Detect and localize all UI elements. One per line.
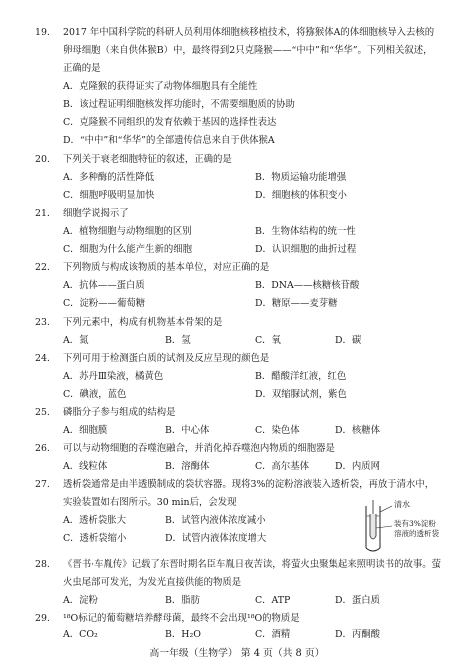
option-b: B．氢 <box>165 335 191 346</box>
option-b: B．醋酸洋红液，红色 <box>255 371 347 382</box>
option-b: B．溶酶体 <box>165 461 210 472</box>
question-number: 29. <box>35 613 50 624</box>
option-d: D．丙酮酸 <box>335 629 381 640</box>
question-stem: 《晋书·车胤传》记载了东晋时期名臣车胤日夜苦读，将萤火虫聚集起来照明读书的故事。萤 <box>63 559 441 570</box>
question-stem: 实验装置如右图所示。30 min后，会发现 <box>63 497 237 508</box>
option-a: A．氮 <box>63 335 89 346</box>
option-d: D．糖原——麦芽糖 <box>255 298 338 309</box>
question-number: 24. <box>35 353 50 364</box>
option-c: C．碘液，蓝色 <box>63 389 127 400</box>
question-stem: 可以与动物细胞的吞噬泡融合，并消化掉吞噬泡内物质的细胞器是 <box>63 443 335 454</box>
question-stem: 2017 年中国科学院的科研人员利用体细胞核移植技术，将猕猴体A的体细胞核导入去核的 <box>63 27 435 38</box>
option-c: C．细胞呼吸明显加快 <box>63 190 155 201</box>
question-stem: 下列关于衰老细胞特征的叙述，正确的是 <box>63 154 232 165</box>
question-stem: 下列元素中，构成有机物基本骨架的是 <box>63 317 223 328</box>
option-d: D．“中中”和“华华”的全部遗传信息来自于供体猴A <box>63 135 275 146</box>
option-c: C．透析袋缩小 <box>63 533 127 544</box>
question-stem: 透析袋通常是由半透膜制成的袋状容器。现将3%的淀粉溶液装入透析袋，再放于清水中， <box>63 479 435 490</box>
question-stem: 磷脂分子参与组成的结构是 <box>63 407 176 418</box>
question-number: 21. <box>35 208 50 219</box>
option-a: A．多种酶的活性降低 <box>63 172 155 183</box>
option-a: A．透析袋胀大 <box>63 515 127 526</box>
option-b: B．该过程证明细胞核发挥功能时，不需要细胞质的协助 <box>63 99 295 110</box>
question-number: 27. <box>35 479 50 490</box>
label-water: 清水 <box>394 500 410 509</box>
option-b: B．生物体结构的统一性 <box>255 226 356 237</box>
option-c: C．ATP <box>255 595 291 606</box>
option-d: D．双缩脲试剂，紫色 <box>255 389 347 400</box>
option-a: A．植物细胞与动物细胞的区别 <box>63 226 192 237</box>
question-stem: 下列物质与构成该物质的基本单位，对应正确的是 <box>63 262 270 273</box>
option-b: B．物质运输功能增强 <box>255 172 347 183</box>
option-a: A．克隆猴的获得证实了动物体细胞具有全能性 <box>63 81 258 92</box>
dialysis-figure <box>352 492 452 554</box>
question-number: 22. <box>35 262 50 273</box>
question-number: 23. <box>35 317 50 328</box>
question-number: 20. <box>35 154 50 165</box>
option-d: D．内质网 <box>335 461 381 472</box>
option-b: B．试管内液体浓度减小 <box>165 515 266 526</box>
question-number: 26. <box>35 443 50 454</box>
question-stem: 细胞学说揭示了 <box>63 208 129 219</box>
option-d: D．蛋白质 <box>335 595 381 606</box>
option-d: D．认识细胞的曲折过程 <box>255 244 357 255</box>
option-c: C．克隆猴不同组织的发育依赖于基因的选择性表达 <box>63 117 277 128</box>
option-b: B．脂肪 <box>165 595 201 606</box>
option-c: C．淀粉——葡萄糖 <box>63 298 146 309</box>
option-a: A．线粒体 <box>63 461 108 472</box>
option-c: C．氧 <box>255 335 281 346</box>
question-number: 28. <box>35 559 50 570</box>
option-d: D．试管内液体浓度增大 <box>165 533 267 544</box>
option-a: A．淀粉 <box>63 595 98 606</box>
page-footer: 高一年级（生物学） 第 4 页（共 8 页） <box>149 648 325 659</box>
label-bag-line2: 溶液的透析袋 <box>394 529 439 538</box>
question-stem: 卵母细胞（来自供体猴B）中，最终得到2只克隆猴——“中中”和“华华”。下列相关叙述， <box>63 45 433 56</box>
question-number: 19. <box>35 27 50 38</box>
option-a: A．抗体——蛋白质 <box>63 280 145 291</box>
question-stem: ¹⁸O标记的葡萄糖培养酵母菌，最终不会出现¹⁸O的物质是 <box>63 613 300 624</box>
option-d: D．核糖体 <box>335 425 381 436</box>
question-stem: 火虫尾部可发光，为发光直接供能的物质是 <box>63 577 242 588</box>
option-c: C．高尔基体 <box>255 461 310 472</box>
label-bag-line1: 装有3%淀粉 <box>394 519 436 528</box>
option-b: B．DNA——核糖核苷酸 <box>255 280 360 291</box>
option-c: C．酒精 <box>255 629 291 640</box>
option-d: D．碳 <box>335 335 362 346</box>
option-c: C．染色体 <box>255 425 300 436</box>
option-a: A．细胞膜 <box>63 425 108 436</box>
question-number: 25. <box>35 407 50 418</box>
question-stem: 下列可用于检测蛋白质的试剂及反应呈现的颜色是 <box>63 353 270 364</box>
option-a: A．CO₂ <box>63 629 98 640</box>
option-a: A．苏丹Ⅲ染液，橘黄色 <box>63 371 164 382</box>
option-b: B．H₂O <box>165 629 201 640</box>
option-c: C．细胞为什么能产生新的细胞 <box>63 244 193 255</box>
option-d: D．细胞核的体积变小 <box>255 190 347 201</box>
question-stem: 正确的是 <box>63 63 101 74</box>
option-b: B．中心体 <box>165 425 210 436</box>
